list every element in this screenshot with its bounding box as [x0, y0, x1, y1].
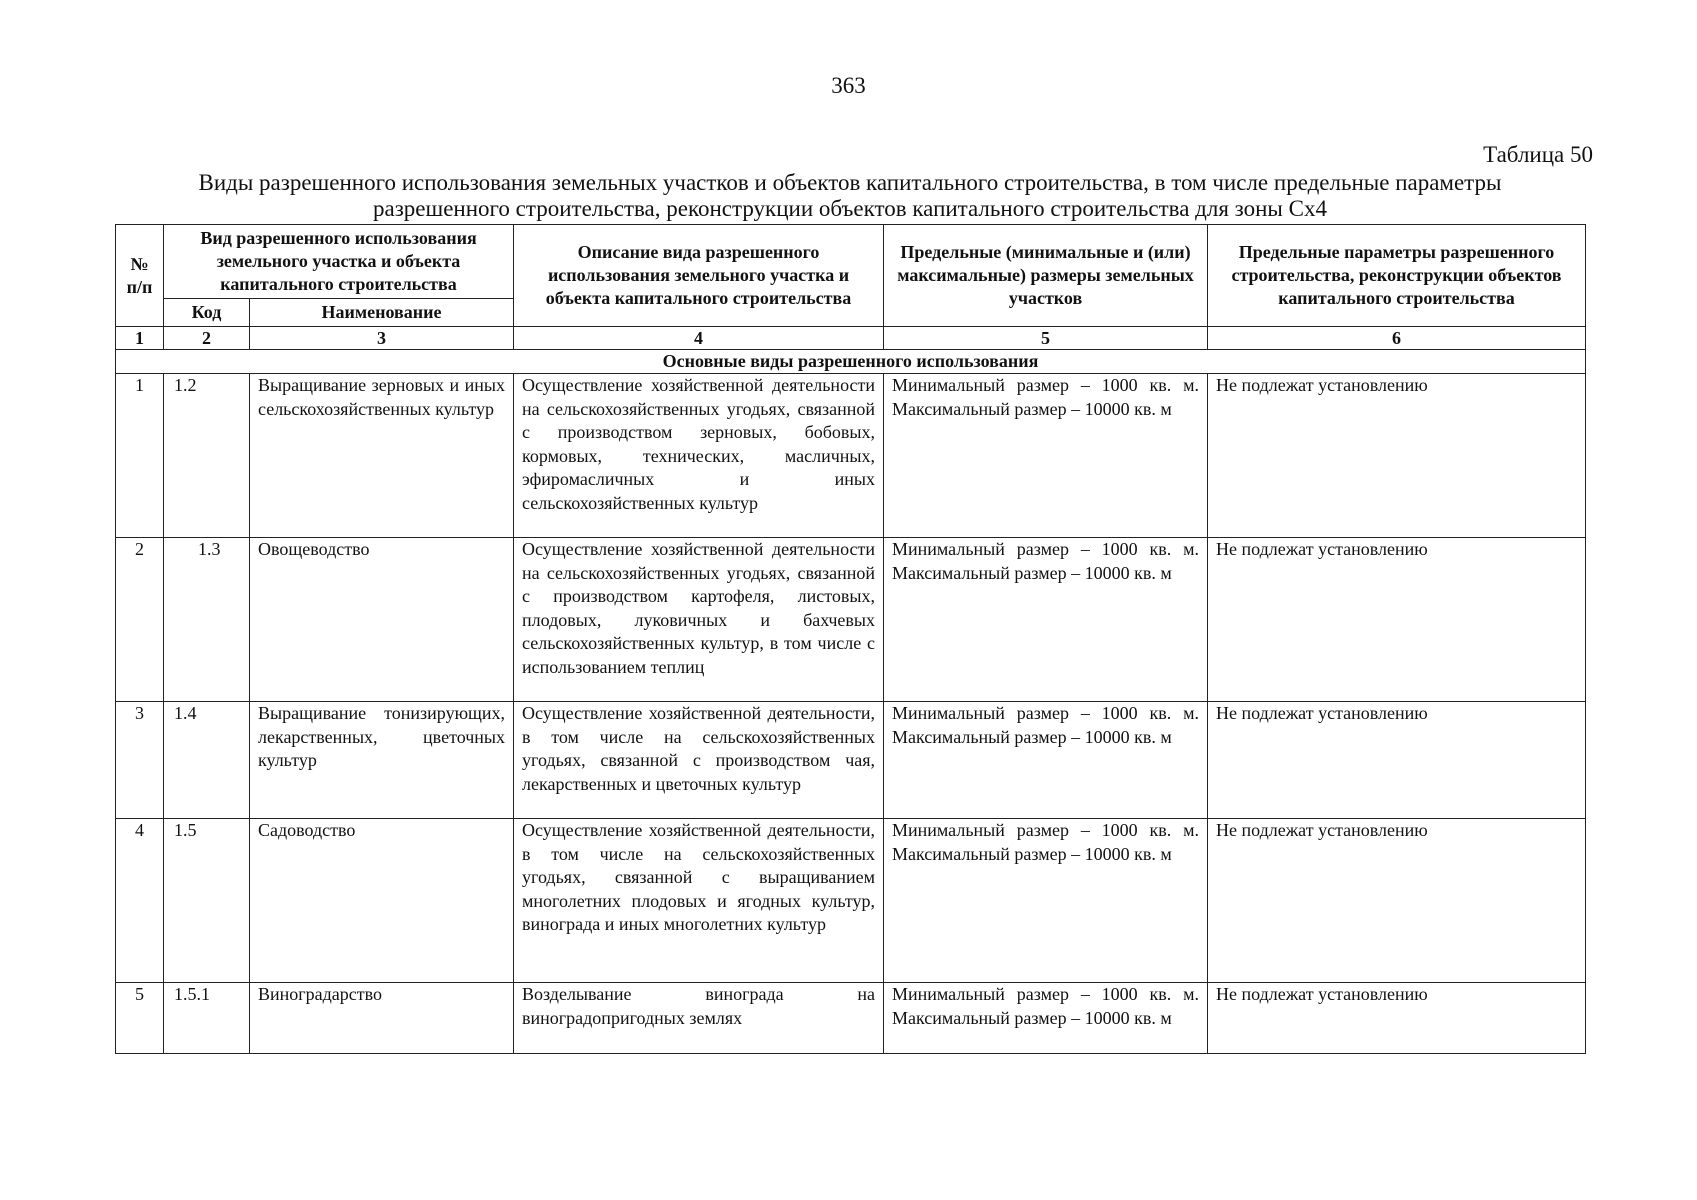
- column-number-row: [116, 327, 1586, 350]
- column-number: 5: [884, 327, 1208, 350]
- row-params: Не подлежат установлению: [1208, 819, 1586, 983]
- row-number: 3: [116, 702, 164, 819]
- row-code: 1.2: [164, 374, 250, 538]
- row-sizes: Минимальный размер – 1000 кв. м. Максимальный размер – 10000 кв. м: [884, 538, 1208, 702]
- row-number: 5: [116, 983, 164, 1054]
- table-row: [116, 819, 1586, 983]
- row-sizes: Минимальный размер – 1000 кв. м. Максимальный размер – 10000 кв. м: [884, 374, 1208, 538]
- table-row: [116, 702, 1586, 819]
- table-row: [116, 538, 1586, 702]
- row-description: Осуществление хозяйственной деятельности, в том числе на сельскохозяйственных угодьях, связанной с выращиванием многолетних плодовых и ягодных культур, винограда и иных многолетних культур: [514, 819, 884, 983]
- header-row-1: [116, 225, 1586, 299]
- header-no: № п/п: [116, 225, 164, 327]
- row-description: Осуществление хозяйственной деятельности на сельскохозяйственных угодьях, связанной с производством зерновых, бобовых, кормовых, технических, масличных, эфиромасличных и иных сельскохозяйственных культур: [514, 374, 884, 538]
- row-code: 1.5: [164, 819, 250, 983]
- row-params: Не подлежат установлению: [1208, 702, 1586, 819]
- row-description: Возделывание винограда на виноградопригодных землях: [514, 983, 884, 1054]
- column-number: 1: [116, 327, 164, 350]
- page-number: 363: [831, 73, 866, 98]
- land-use-table: [115, 224, 1586, 1054]
- column-number: 4: [514, 327, 884, 350]
- table-caption: Виды разрешенного использования земельных участков и объектов капитального строительства, в том числе предельные параметры разрешенного строительства, реконструкции объектов капитального строительства для зоны Сх4: [198, 170, 1502, 221]
- header-params: Предельные параметры разрешенного строительства, реконструкции объектов капитального строительства: [1208, 225, 1586, 327]
- header-use-group: Вид разрешенного использования земельного участка и объекта капитального строительства: [164, 225, 514, 299]
- row-number: 2: [116, 538, 164, 702]
- row-params: Не подлежат установлению: [1208, 538, 1586, 702]
- column-number: 6: [1208, 327, 1586, 350]
- row-sizes: Минимальный размер – 1000 кв. м. Максимальный размер – 10000 кв. м: [884, 983, 1208, 1054]
- row-description: Осуществление хозяйственной деятельности на сельскохозяйственных угодьях, связанной с производством картофеля, листовых, плодовых, луковичных и бахчевых сельскохозяйственных культур, в том числе с использованием теплиц: [514, 538, 884, 702]
- row-description: Осуществление хозяйственной деятельности, в том числе на сельскохозяйственных угодьях, связанной с производством чая, лекарственных и цветочных культур: [514, 702, 884, 819]
- section-row: [116, 350, 1586, 374]
- table-label: Таблица 50: [1483, 142, 1593, 167]
- header-code: Код: [164, 299, 250, 327]
- column-number: 3: [250, 327, 514, 350]
- row-code: 1.3: [164, 538, 250, 702]
- row-params: Не подлежат установлению: [1208, 983, 1586, 1054]
- row-number: 1: [116, 374, 164, 538]
- row-name: Виноградарство: [250, 983, 514, 1054]
- column-number: 2: [164, 327, 250, 350]
- table-row: [116, 374, 1586, 538]
- land-use-table-wrap: [115, 224, 1585, 1054]
- row-params: Не подлежат установлению: [1208, 374, 1586, 538]
- row-name: Овощеводство: [250, 538, 514, 702]
- row-number: 4: [116, 819, 164, 983]
- header-description: Описание вида разрешенного использования земельного участка и объекта капитального строительства: [514, 225, 884, 327]
- table-row: [116, 983, 1586, 1054]
- row-code: 1.4: [164, 702, 250, 819]
- row-name: Выращивание зерновых и иных сельскохозяйственных культур: [250, 374, 514, 538]
- section-title: Основные виды разрешенного использования: [116, 350, 1586, 374]
- header-name: Наименование: [250, 299, 514, 327]
- header-sizes: Предельные (минимальные и (или) максимальные) размеры земельных участков: [884, 225, 1208, 327]
- row-sizes: Минимальный размер – 1000 кв. м. Максимальный размер – 10000 кв. м: [884, 702, 1208, 819]
- row-code: 1.5.1: [164, 983, 250, 1054]
- row-name: Садоводство: [250, 819, 514, 983]
- row-sizes: Минимальный размер – 1000 кв. м. Максимальный размер – 10000 кв. м: [884, 819, 1208, 983]
- row-name: Выращивание тонизирующих, лекарственных, цветочных культур: [250, 702, 514, 819]
